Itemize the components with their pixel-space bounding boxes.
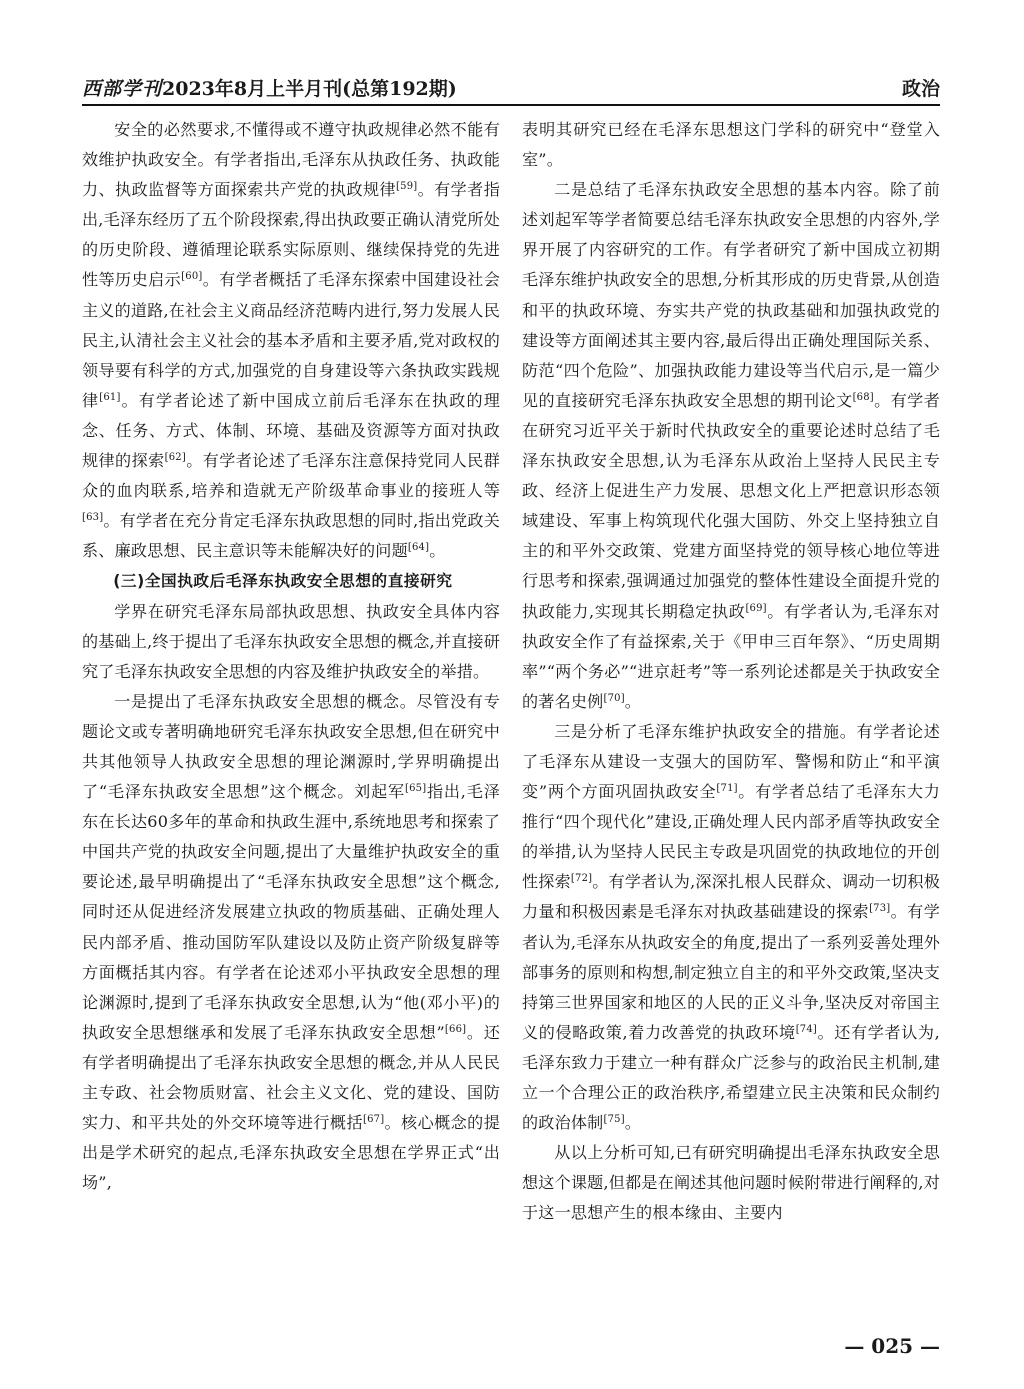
paragraph-text: 指出,毛泽东在长达60多年的革命和执政生涯中,系统地思考和探索了中国共产党的执政安全问题,提出了大量维护执政安全的重要论述,最早明确提出了“毛泽东执政安全思想”这个概念,同时还从促进经济发展建立执政的物质基础、正确处理人民内部矛盾、推动国防军队建设以及防止资产阶级复辟等方面概括其内容。有学者在论述邓小平执政安全思想的理论渊源时,提到了毛泽东执政安全思想,认为“他(邓小平)的执政安全思想继承和发展了毛泽东执政安全思想” — [82, 782, 500, 1042]
paragraph-text: 。有学者认为,毛泽东从执政安全的角度,提出了一系列妥善处理外部事务的原则和构想,制定独立自主的和平外交政策,坚决支持第三世界国家和地区的人民的正义斗争,坚决反对帝国主义的侵略政策,着力改善党的执政环境 — [522, 902, 940, 1042]
issue-label: 2023年8月上半月刊(总第192期) — [162, 78, 457, 100]
running-header — [82, 72, 940, 102]
paragraph-text: 。有学者总结了毛泽东大力推行“四个现代化”建设,正确处理人民内部矛盾等执政安全的举措,认为坚持人民民主专政是巩固党的执政地位的开创性探索 — [522, 782, 940, 892]
paragraph-text: 。有学者概括了毛泽东探索中国建设社会主义的道路,在社会主义商品经济范畴内进行,努力发展人民民主,认清社会主义社会的基本矛盾和主要矛盾,党对政权的领导要有科学的方式,加强党的自身建设等六条执政实践规律 — [82, 270, 500, 410]
citation-ref: [75] — [603, 1114, 625, 1126]
paragraph-text: 学界在研究毛泽东局部执政思想、执政安全具体内容的基础上,终于提出了毛泽东执政安全思想的概念,并直接研究了毛泽东执政安全思想的内容及维护执政安全的举措。 — [82, 601, 500, 681]
paragraph-text: 从以上分析可知,已有研究明确提出毛泽东执政安全思想这个课题,但都是在阐述其他问题时候附带进行阐释的,对于这一思想产生的根本缘由、主要内 — [522, 1143, 940, 1223]
paragraph-text: 。还有学者明确提出了毛泽东执政安全思想的概念,并从人民民主专政、社会物质财富、社会主义文化、党的建设、国防实力、和平共处的外交环境等进行概括 — [82, 1022, 500, 1133]
citation-ref: [72] — [570, 873, 593, 885]
paragraph — [82, 687, 500, 1199]
citation-ref: [59] — [396, 181, 418, 193]
section-heading-text: (三)全国执政后毛泽东执政安全思想的直接研究 — [113, 572, 453, 591]
paragraph-text: 。 — [429, 541, 446, 561]
paragraph — [82, 115, 500, 566]
paragraph-text: 一是提出了毛泽东执政安全思想的概念。尽管没有专题论文或专著明确地研究毛泽东执政安全思想,但在研究中共其他领导人执政安全思想的理论渊源时,学界明确提出了“毛泽东执政安全思想”这个概念。刘起军 — [82, 691, 500, 802]
paragraph-text: 三是分析了毛泽东维护执政安全的措施。有学者论述了毛泽东从建设一支强大的国防军、警惕和防止“和平演变”两个方面巩固执政安全 — [522, 721, 940, 802]
citation-ref: [70] — [603, 692, 625, 704]
paragraph-text: 。有学者论述了新中国成立前后毛泽东在执政的理念、任务、方式、体制、环境、基础及资源等方面对执政规律的探索 — [82, 390, 500, 471]
citation-ref: [63] — [82, 512, 104, 524]
journal-issue — [82, 74, 457, 101]
citation-ref: [66] — [444, 1023, 467, 1035]
paragraph-text: 。有学者在充分肯定毛泽东执政思想的同时,指出党政关系、廉政思想、民主意识等未能解决好的问题 — [82, 511, 500, 561]
paragraph — [522, 717, 940, 1138]
paragraph-text: 。 — [624, 691, 642, 711]
paragraph-text: 。有学者指出,毛泽东经历了五个阶段探索,得出执政要正确认清党所处的历史阶段、遵循理论联系实际原则、继续保持党的先进性等历史启示 — [82, 180, 500, 290]
page-number: — 025 — — [844, 1334, 940, 1358]
section-heading — [82, 566, 500, 596]
paragraph — [522, 175, 940, 717]
citation-ref: [69] — [745, 602, 767, 614]
citation-ref: [60] — [181, 271, 203, 283]
paragraph-text: 。核心概念的提出是学术研究的起点,毛泽东执政安全思想在学界正式“出场”, — [82, 1113, 500, 1193]
paragraph-text: 。有学者认为,毛泽东对执政安全作了有益探索,关于《甲申三百年祭》、“历史周期率”“两个务必”“进京赶考”等一系列论述都是关于执政安全的著名史例 — [522, 601, 940, 711]
paragraph-text: 表明其研究已经在毛泽东思想这门学科的研究中“登堂入室”。 — [522, 120, 940, 170]
paragraph-text: 。有学者在研究习近平关于新时代执政安全的重要论述时总结了毛泽东执政安全思想,认为毛泽东从政治上坚持人民民主专政、经济上促进生产力发展、思想文化上严把意识形态领域建设、军事上构筑现代化强大国防、外交上坚持独立自主的和平外交政策、党建方面坚持党的领导核心地位等进行思考和探索,强调通过加强党的整体性建设全面提升党的执政能力,实现其长期稳定执政 — [522, 390, 941, 621]
citation-ref: [62] — [164, 452, 186, 464]
paragraph-text: 。 — [624, 1113, 642, 1133]
citation-ref: [74] — [795, 1023, 818, 1035]
paragraph-text: 。还有学者认为,毛泽东致力于建立一种有群众广泛参与的政治民主机制,建立一个合理公正的政治秩序,希望建立民主决策和民众制约的政治体制 — [522, 1022, 940, 1133]
citation-ref: [71] — [716, 783, 738, 795]
right-column — [522, 115, 940, 1228]
left-column — [82, 115, 500, 1198]
paragraph-text: 二是总结了毛泽东执政安全思想的基本内容。除了前述刘起军等学者简要总结毛泽东执政安全思想的内容外,学界开展了内容研究的工作。有学者研究了新中国成立初期毛泽东维护执政安全的思想,分析其形成的历史背景,从创造和平的执政环境、夯实共产党的执政基础和加强执政党的建设等方面阐述其主要内容,最后得出正确处理国际关系、防范“四个危险”、加强执政能力建设等当代启示,是一篇少见的直接研究毛泽东执政安全思想的期刊论文 — [522, 180, 940, 410]
citation-ref: [61] — [99, 391, 121, 403]
citation-ref: [65] — [404, 783, 427, 795]
header-rule — [82, 104, 940, 106]
citation-ref: [64] — [407, 542, 430, 554]
paragraph-text: 安全的必然要求,不懂得或不遵守执政规律必然不能有效维护执政安全。有学者指出,毛泽东从执政任务、执政能力、执政监督等方面探索共产党的执政规律 — [82, 120, 500, 200]
citation-ref: [67] — [362, 1114, 385, 1126]
citation-ref: [68] — [852, 391, 874, 403]
journal-logo: 西部学刊 — [82, 78, 163, 100]
citation-ref: [73] — [869, 903, 891, 915]
paragraph — [522, 1138, 940, 1228]
section-tag: 政治 — [901, 78, 940, 100]
paragraph-text: 。有学者论述了毛泽东注意保持党同人民群众的血肉联系,培养和造就无产阶级革命事业的接班人等 — [82, 451, 500, 501]
paragraph — [82, 597, 500, 687]
paragraph-text: 。有学者认为,深深扎根人民群众、调动一切积极力量和积极因素是毛泽东对执政基础建设的探索 — [522, 872, 940, 922]
paragraph — [522, 115, 940, 175]
